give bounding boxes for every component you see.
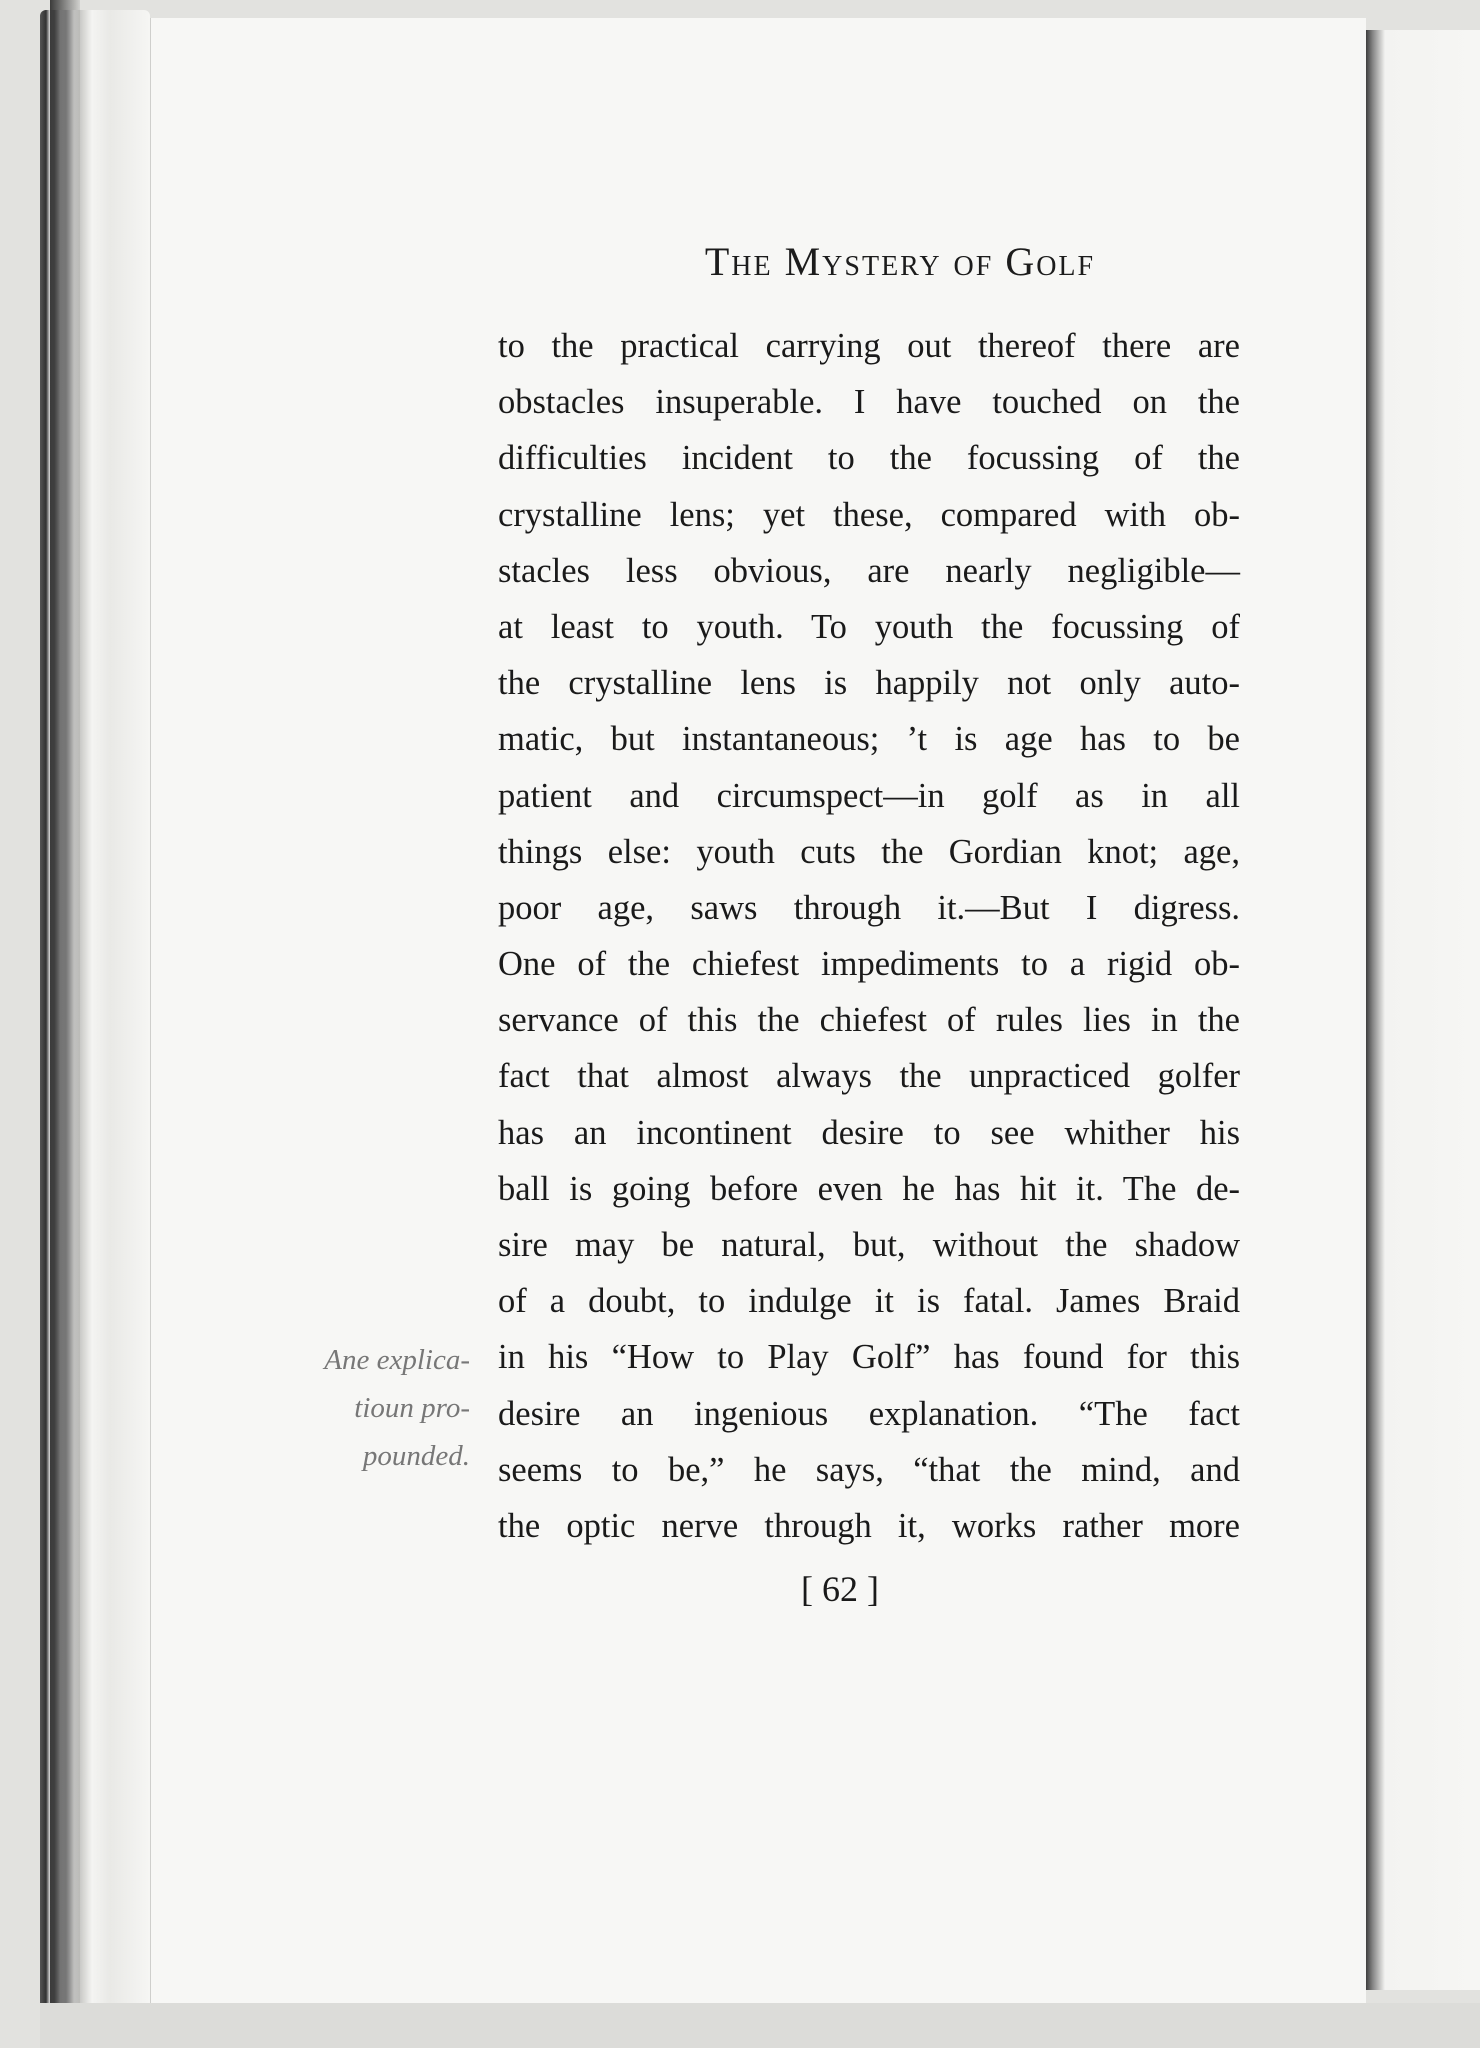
text-line: to the practical carrying out thereof there are xyxy=(498,327,1240,365)
text-line: matic, but instantaneous; ’t is age has to be xyxy=(498,720,1240,759)
text-line: in his “How to Play Golf” has found for this xyxy=(498,1338,1240,1377)
body-text xyxy=(498,318,1240,1554)
bottom-edge xyxy=(40,2003,1480,2048)
marginal-note-line: tioun pro- xyxy=(354,1392,470,1424)
text-line: fact that almost always the unpracticed golfer xyxy=(498,1057,1240,1096)
text-line: the crystalline lens is happily not only auto- xyxy=(498,664,1240,703)
text-line: at least to youth. To youth the focussing of xyxy=(498,607,1240,646)
text-line: sire may be natural, but, without the shadow xyxy=(498,1226,1240,1264)
text-line: obstacles insuperable. I have touched on the xyxy=(498,383,1240,422)
running-head: The Mystery of Golf xyxy=(704,239,1096,284)
text-line: of a doubt, to indulge it is fatal. James Braid xyxy=(498,1282,1240,1321)
marginal-note-line: pounded. xyxy=(362,1440,470,1472)
text-line: difficulties incident to the focussing of the xyxy=(498,439,1240,478)
text-line: poor age, saws through it.—But I digress. xyxy=(498,888,1240,927)
spine-shadow xyxy=(50,0,80,2048)
marginal-note xyxy=(270,1336,470,1480)
marginal-note-line: Ane explica- xyxy=(324,1344,470,1376)
text-line: stacles less obvious, are nearly negligible— xyxy=(498,551,1240,590)
text-line: One of the chiefest impediments to a rigid ob- xyxy=(498,945,1240,984)
text-line: seems to be,” he says, “that the mind, and xyxy=(498,1450,1240,1489)
text-line: crystalline lens; yet these, compared with ob- xyxy=(498,495,1240,534)
text-line: has an incontinent desire to see whither his xyxy=(498,1113,1240,1152)
text-line: things else: youth cuts the Gordian knot; age, xyxy=(498,832,1240,871)
text-line: desire an ingenious explanation. “The fact xyxy=(498,1394,1240,1433)
page-number: [ 62 ] xyxy=(801,1569,879,1609)
text-line: patient and circumspect—in golf as in all xyxy=(498,776,1240,815)
text-line: ball is going before even he has hit it. The de- xyxy=(498,1169,1240,1208)
facing-page-edge xyxy=(1365,30,1480,1990)
text-line: the optic nerve through it, works rather more xyxy=(498,1506,1240,1545)
text-line: servance of this the chiefest of rules lies in the xyxy=(498,1001,1240,1040)
